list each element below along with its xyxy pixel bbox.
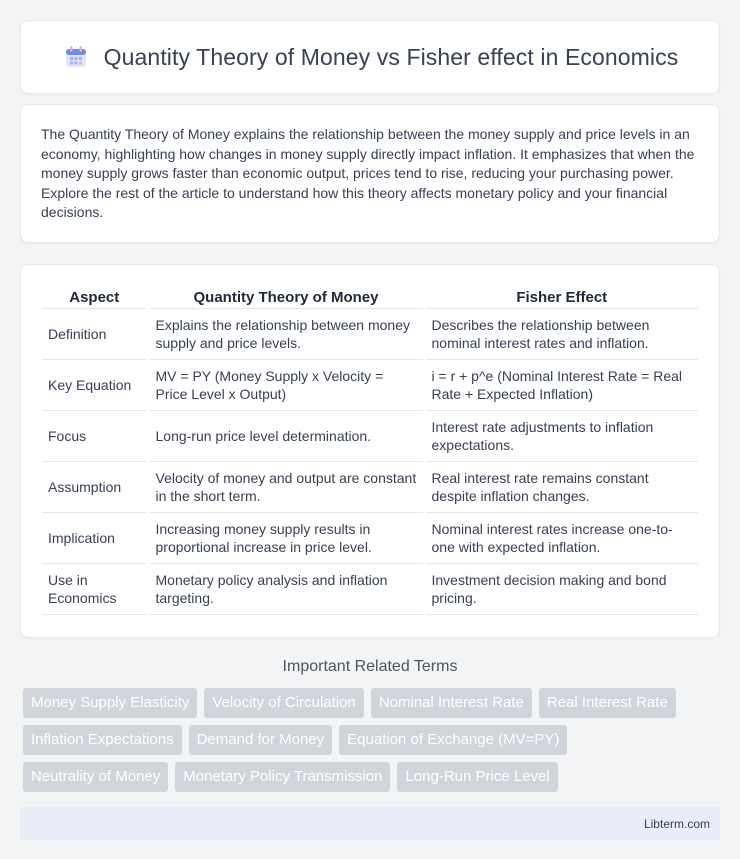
comparison-table-card xyxy=(20,264,720,638)
related-terms-tags xyxy=(20,688,720,792)
cell-quantity-theory: Explains the relationship between money supply and price levels. xyxy=(148,309,424,360)
tag-monetary-policy-transmission[interactable]: Monetary Policy Transmission xyxy=(175,762,390,792)
cell-quantity-theory: Velocity of money and output are constant in the short term. xyxy=(148,462,424,513)
tag-money-supply-elasticity[interactable]: Money Supply Elasticity xyxy=(23,688,197,718)
tag-nominal-interest-rate[interactable]: Nominal Interest Rate xyxy=(371,688,532,718)
page-header xyxy=(20,20,720,94)
comparison-table xyxy=(42,285,698,615)
tag-inflation-expectations[interactable]: Inflation Expectations xyxy=(23,725,182,755)
cell-fisher-effect: i = r + p^e (Nominal Interest Rate = Real Rate + Expected Inflation) xyxy=(424,360,698,411)
intro-paragraph: The Quantity Theory of Money explains the relationship between the money supply and price levels in an economy, highlighting how changes in money supply directly impact inflation. It emphasizes that when the money supply grows faster than economic output, prices tend to rise, reducing your purchasing power. Explore the rest of the article to understand how this theory affects monetary policy and your financial decisions. xyxy=(20,104,720,243)
page-title: Quantity Theory of Money vs Fisher effect in Economics xyxy=(103,43,679,70)
cell-quantity-theory: MV = PY (Money Supply x Velocity = Price Level x Output) xyxy=(148,360,424,411)
table-header-row xyxy=(42,285,698,309)
header-fisher-effect: Fisher Effect xyxy=(424,285,698,309)
table-row xyxy=(42,564,698,615)
header-aspect: Aspect xyxy=(42,285,148,309)
cell-aspect: Implication xyxy=(42,513,148,564)
cell-aspect: Assumption xyxy=(42,462,148,513)
related-terms-section xyxy=(20,658,720,792)
cell-fisher-effect: Describes the relationship between nominal interest rates and inflation. xyxy=(424,309,698,360)
tag-long-run-price-level[interactable]: Long-Run Price Level xyxy=(397,762,557,792)
tag-demand-for-money[interactable]: Demand for Money xyxy=(189,725,333,755)
cell-fisher-effect: Real interest rate remains constant despite inflation changes. xyxy=(424,462,698,513)
cell-quantity-theory: Increasing money supply results in proportional increase in price level. xyxy=(148,513,424,564)
calendar-icon xyxy=(62,43,90,71)
tag-neutrality-of-money[interactable]: Neutrality of Money xyxy=(23,762,168,792)
table-row xyxy=(42,309,698,360)
cell-aspect: Key Equation xyxy=(42,360,148,411)
cell-fisher-effect: Nominal interest rates increase one-to-one with expected inflation. xyxy=(424,513,698,564)
cell-quantity-theory: Monetary policy analysis and inflation targeting. xyxy=(148,564,424,615)
cell-fisher-effect: Interest rate adjustments to inflation expectations. xyxy=(424,411,698,462)
cell-fisher-effect: Investment decision making and bond pricing. xyxy=(424,564,698,615)
footer xyxy=(20,807,720,840)
table-row xyxy=(42,411,698,462)
tag-real-interest-rate[interactable]: Real Interest Rate xyxy=(539,688,676,718)
tag-equation-of-exchange[interactable]: Equation of Exchange (MV=PY) xyxy=(339,725,567,755)
tag-velocity-of-circulation[interactable]: Velocity of Circulation xyxy=(204,688,363,718)
table-row xyxy=(42,360,698,411)
header-quantity-theory: Quantity Theory of Money xyxy=(148,285,424,309)
cell-aspect: Focus xyxy=(42,411,148,462)
footer-brand-link[interactable]: Libterm.com xyxy=(643,816,710,831)
cell-aspect: Definition xyxy=(42,309,148,360)
table-row xyxy=(42,462,698,513)
table-row xyxy=(42,513,698,564)
cell-aspect: Use in Economics xyxy=(42,564,148,615)
related-terms-title: Important Related Terms xyxy=(282,658,458,675)
cell-quantity-theory: Long-run price level determination. xyxy=(148,411,424,462)
